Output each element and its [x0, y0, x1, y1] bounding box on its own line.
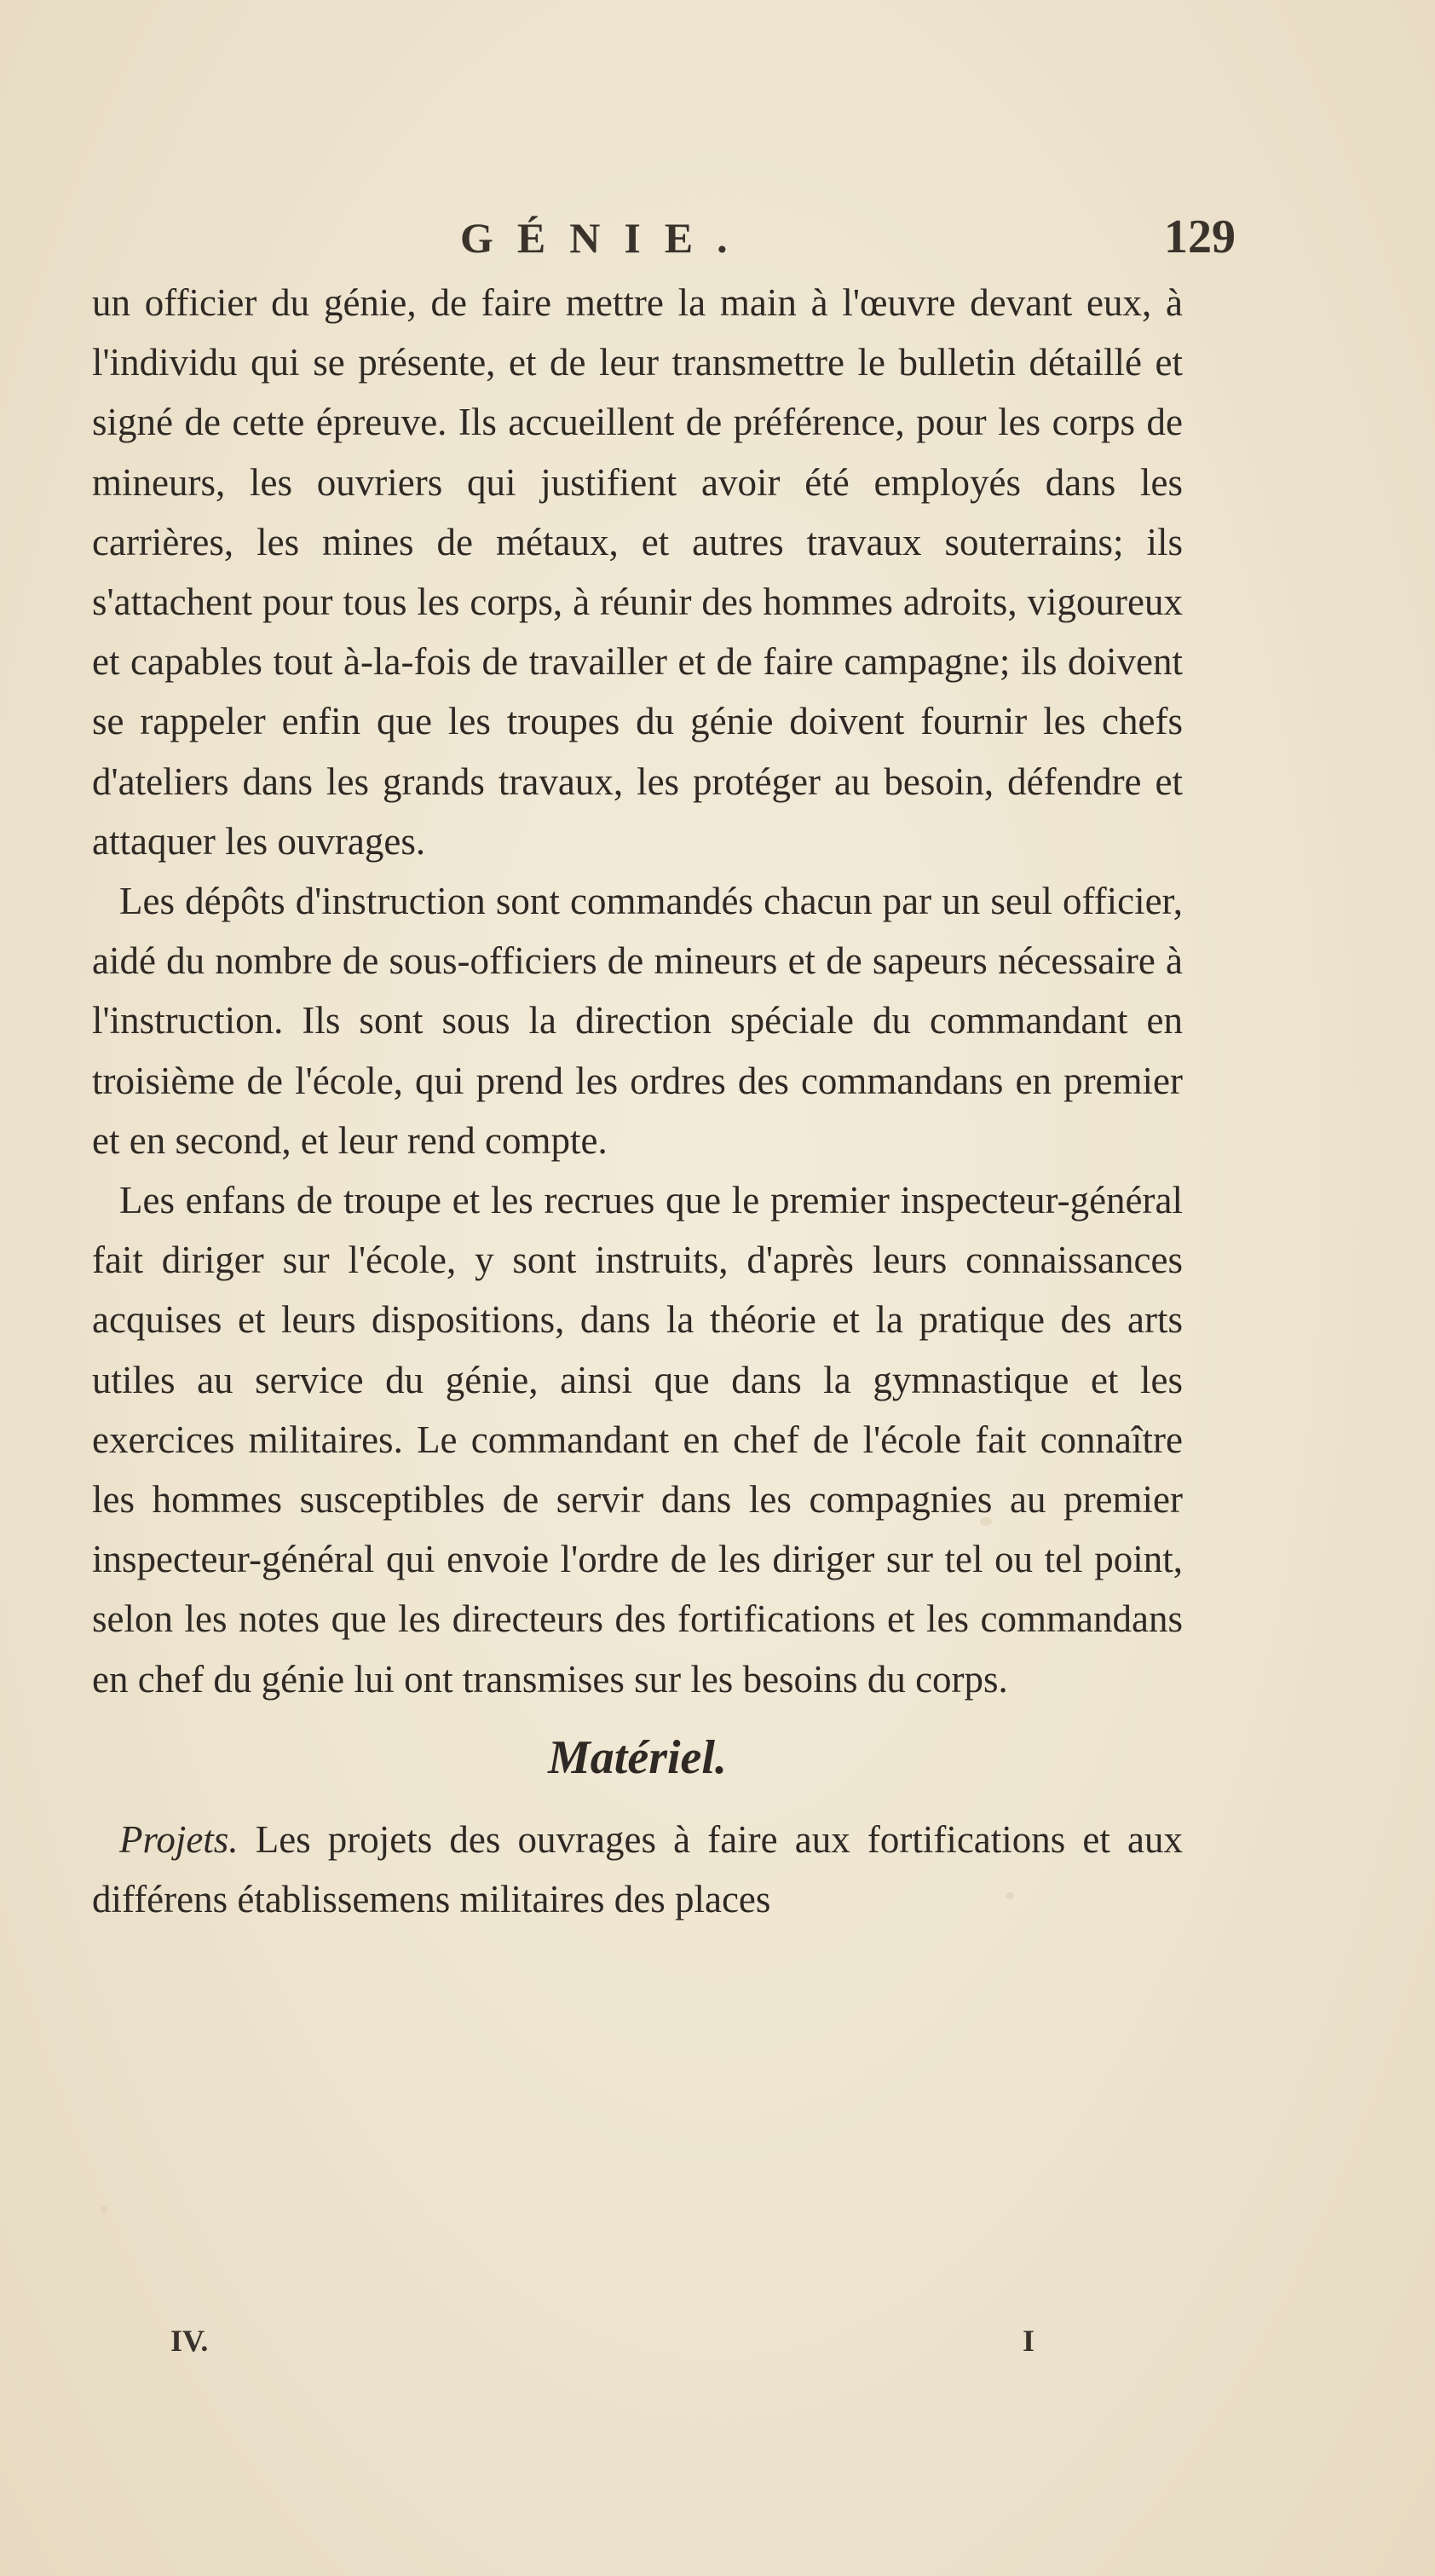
paper-spot [101, 2206, 107, 2213]
section-heading: Matériel. [548, 1730, 727, 1784]
paragraph-lead-label: Projets. [119, 1818, 239, 1862]
body-text [92, 273, 1183, 1929]
paragraph: un officier du génie, de faire mettre la main à l'œuvre devant eux, à l'individu qui se présente, et de leur transmettre le bulletin détaillé et signé de cette épreuve. Ils accueillent de préférence, pour les corps de mineurs, les ouvriers qui justifient avoir été employés dans les carrières, les mines de métaux, et autres travaux souterrains; ils s'attachent pour tous les corps, à réunir des hommes adroits, vigoureux et capables tout à-la-fois de travailler et de faire campagne; ils doivent se rappeler enfin que les troupes du génie doivent fournir les chefs d'ateliers dans les grands travaux, les protéger au besoin, défendre et attaquer les ouvrages. [92, 281, 1183, 863]
page-footer [170, 2323, 1035, 2374]
paragraph: Les dépôts d'instruction sont commandés chacun par un seul officier, aidé du nombre de sous-officiers de mineurs et de sapeurs nécessaire à l'instruction. Ils sont sous la direction spéciale du commandant en troisième de l'école, qui prend les ordres des commandans en premier et en second, et leur rend compte. [92, 880, 1183, 1162]
paragraph-text: Les projets des ouvrages à faire aux fortifications et aux différens établissemens militaires des places [92, 1818, 1183, 1921]
running-title: GÉNIE. [460, 214, 752, 262]
running-header [102, 211, 1236, 281]
gathering-mark: I [1023, 2324, 1035, 2358]
paragraph [92, 1810, 1183, 1929]
page-number: 129 [1164, 211, 1236, 263]
paragraph: Les enfans de troupe et les recrues que le premier inspecteur-général fait diriger sur l'école, y sont instruits, d'après leurs connaissances acquises et leurs dispositions, dans la théorie et la pratique des arts utiles au service du génie, ainsi que dans la gymnastique et les exercices militaires. Le commandant en chef de l'école fait connaître les hommes susceptibles de servir dans les compagnies au premier inspecteur-général qui envoie l'ordre de les diriger sur tel ou tel point, selon les notes que les directeurs des fortifications et les commandans en chef du génie lui ont transmises sur les besoins du corps. [92, 1179, 1183, 1701]
signature-mark: IV. [170, 2324, 209, 2358]
